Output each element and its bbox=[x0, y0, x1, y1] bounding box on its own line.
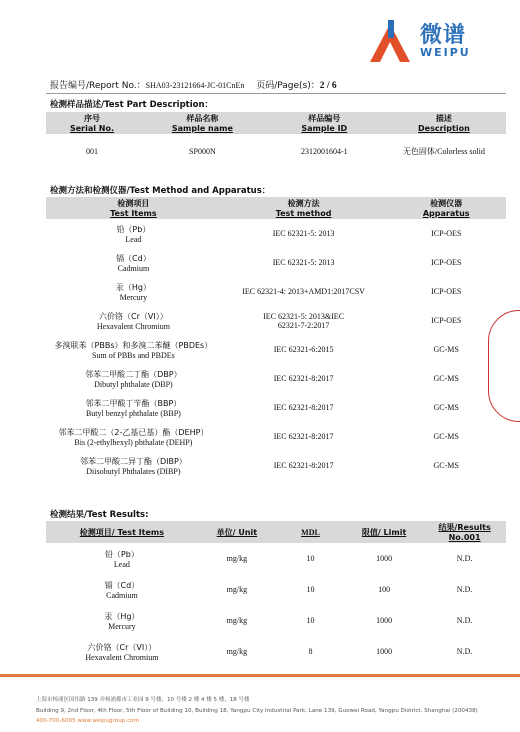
red-seal-stamp bbox=[488, 310, 520, 422]
page-number: 2 / 6 bbox=[319, 81, 337, 91]
col-limit: 限值/ Limit bbox=[361, 527, 407, 537]
logo-cn-text: 微谱 bbox=[420, 23, 467, 48]
description-cell: 无色固体/Colorless solid bbox=[402, 146, 485, 156]
table-row bbox=[46, 277, 506, 306]
table-row bbox=[46, 248, 506, 277]
table-row bbox=[46, 393, 506, 422]
apparatus-cell: ICP-OES bbox=[431, 258, 462, 267]
apparatus-cell: GC-MS bbox=[433, 403, 459, 412]
header-divider bbox=[46, 93, 506, 94]
test-item-cell: 镉（Cd） Cadmium bbox=[116, 253, 151, 273]
result-item-cell: 汞（Hg） Mercury bbox=[104, 611, 140, 631]
apparatus-cell: ICP-OES bbox=[431, 287, 462, 296]
col-apparatus: 检测仪器 Apparatus bbox=[422, 199, 470, 218]
table-row bbox=[46, 219, 506, 248]
unit-cell: mg/kg bbox=[226, 616, 248, 625]
col-sample-name: 样品名称 Sample name bbox=[171, 114, 233, 133]
method-cell: IEC 62321-5: 2013 bbox=[272, 229, 335, 238]
table-row bbox=[46, 574, 506, 605]
col-test-method: 检测方法 Test method bbox=[275, 199, 332, 218]
limit-cell: 100 bbox=[378, 585, 391, 594]
method-cell: IEC 62321-8:2017 bbox=[273, 374, 334, 383]
footer-accent-bar bbox=[0, 674, 520, 677]
limit-cell: 1000 bbox=[376, 554, 393, 563]
test-item-cell: 汞（Hg） Mercury bbox=[115, 282, 151, 302]
table-row bbox=[46, 335, 506, 364]
serial-cell: 001 bbox=[86, 146, 98, 156]
mdl-cell: 10 bbox=[306, 585, 315, 594]
test-item-cell: 铅（Pb） Lead bbox=[116, 224, 151, 244]
sample-id-cell: 2312001604-1 bbox=[300, 146, 348, 156]
result-cell: N.D. bbox=[456, 616, 473, 625]
results-section-title: 检测结果/Test Results: bbox=[50, 510, 149, 520]
footer-contact: 400-700-6005 www.weipugroup.com bbox=[36, 718, 140, 724]
test-item-cell: 多溴联苯（PBBs）和多溴二苯醚（PBDEs） Sum of PBBs and PBDEs bbox=[54, 340, 213, 360]
apparatus-cell: ICP-OES bbox=[431, 316, 462, 325]
table-row bbox=[46, 364, 506, 393]
table-row bbox=[46, 451, 506, 480]
results-table bbox=[46, 521, 506, 667]
sample-header-row bbox=[46, 112, 506, 134]
test-item-cell: 邻苯二甲酸二异丁酯（DIBP） Diisobutyl Phthalates (DIBP) bbox=[79, 456, 187, 476]
method-table bbox=[46, 197, 506, 480]
mdl-cell: 10 bbox=[306, 616, 315, 625]
logo-en-text: WEIPU bbox=[420, 46, 471, 59]
footer-address-en: Building 9, 2nd Floor, 4th Floor, 5th Floor of Building 10, Building 18, Yangpu City Industrial Park, Lane 139, Guowei Road, Yangpu District, Shanghai (200438) bbox=[36, 708, 478, 714]
test-item-cell: 六价铬（Cr（VI）） Hexavalent Chromium bbox=[96, 311, 170, 331]
footer-address-cn: 上海市杨浦区国伟路 139 弄杨浦都市工业园 9 号楼、10 号楼 2 楼 4 楼 5 楼、18 号楼 bbox=[36, 697, 250, 703]
method-header-row bbox=[46, 197, 506, 219]
col-description: 描述 Description bbox=[418, 114, 470, 133]
unit-cell: mg/kg bbox=[226, 585, 248, 594]
table-row bbox=[46, 306, 506, 335]
table-row bbox=[46, 636, 506, 667]
test-item-cell: 邻苯二甲酸丁苄酯（BBP） Butyl benzyl phthalate (BBP) bbox=[85, 398, 182, 418]
method-cell: IEC 62321-6:2015 bbox=[273, 345, 334, 354]
unit-cell: mg/kg bbox=[226, 554, 248, 563]
result-cell: N.D. bbox=[456, 554, 473, 563]
method-cell: IEC 62321-5: 2013 bbox=[272, 258, 335, 267]
report-no-label: 报告编号/Report No.： bbox=[50, 81, 146, 91]
result-item-cell: 铅（Pb） Lead bbox=[104, 549, 139, 569]
apparatus-cell: GC-MS bbox=[433, 345, 459, 354]
report-info bbox=[50, 78, 337, 91]
table-row bbox=[46, 134, 506, 168]
table-row bbox=[46, 543, 506, 574]
method-cell: IEC 62321-8:2017 bbox=[273, 461, 334, 470]
results-header-row bbox=[46, 521, 506, 543]
col-serial: 序号 Serial No. bbox=[69, 114, 115, 133]
test-item-cell: 邻苯二甲酸二丁酯（DBP） Dibutyl phthalate (DBP) bbox=[85, 369, 182, 389]
col-results: 结果/Results No.001 bbox=[438, 523, 491, 542]
method-cell: IEC 62321-4: 2013+AMD1:2017CSV bbox=[242, 287, 365, 296]
table-row bbox=[46, 605, 506, 636]
limit-cell: 1000 bbox=[376, 616, 393, 625]
page-label: 页码/Page(s)： bbox=[256, 81, 320, 91]
method-cell: IEC 62321-5: 2013&IEC 62321-7-2:2017 bbox=[263, 311, 345, 330]
method-cell: IEC 62321-8:2017 bbox=[273, 432, 334, 441]
report-no: SHA03-23121664-JC-01CnEn bbox=[145, 81, 245, 90]
col-test-items: 检测项目 Test Items bbox=[110, 199, 157, 218]
sample-table bbox=[46, 112, 506, 168]
method-cell: IEC 62321-8:2017 bbox=[273, 403, 334, 412]
apparatus-cell: GC-MS bbox=[433, 374, 459, 383]
sample-name-cell: SP000N bbox=[189, 146, 216, 156]
result-item-cell: 镉（Cd） Cadmium bbox=[104, 580, 140, 600]
mdl-cell: 10 bbox=[306, 554, 315, 563]
test-item-cell: 邻苯二甲酸二（2-乙基已基）酯（DEHP） Bis (2-ethylhexyl) phthalate (DEHP) bbox=[58, 427, 209, 447]
sample-section-title: 检测样品描述/Test Part Description： bbox=[50, 100, 214, 110]
table-row bbox=[46, 422, 506, 451]
limit-cell: 1000 bbox=[376, 647, 393, 656]
col-unit: 单位/ Unit bbox=[216, 527, 258, 537]
result-cell: N.D. bbox=[456, 647, 473, 656]
result-item-cell: 六价铬（Cr（VI）） Hexavalent Chromium bbox=[85, 642, 159, 662]
apparatus-cell: GC-MS bbox=[433, 432, 459, 441]
method-section-title: 检测方法和检测仪器/Test Method and Apparatus： bbox=[50, 186, 271, 196]
unit-cell: mg/kg bbox=[226, 647, 248, 656]
apparatus-cell: GC-MS bbox=[433, 461, 459, 470]
col-result-items: 检测项目/ Test Items bbox=[79, 527, 165, 537]
result-cell: N.D. bbox=[456, 585, 473, 594]
col-sample-id: 样品编号 Sample ID bbox=[301, 114, 348, 133]
apparatus-cell: ICP-OES bbox=[431, 229, 462, 238]
col-mdl: MDL bbox=[301, 527, 320, 537]
mdl-cell: 8 bbox=[308, 647, 313, 656]
